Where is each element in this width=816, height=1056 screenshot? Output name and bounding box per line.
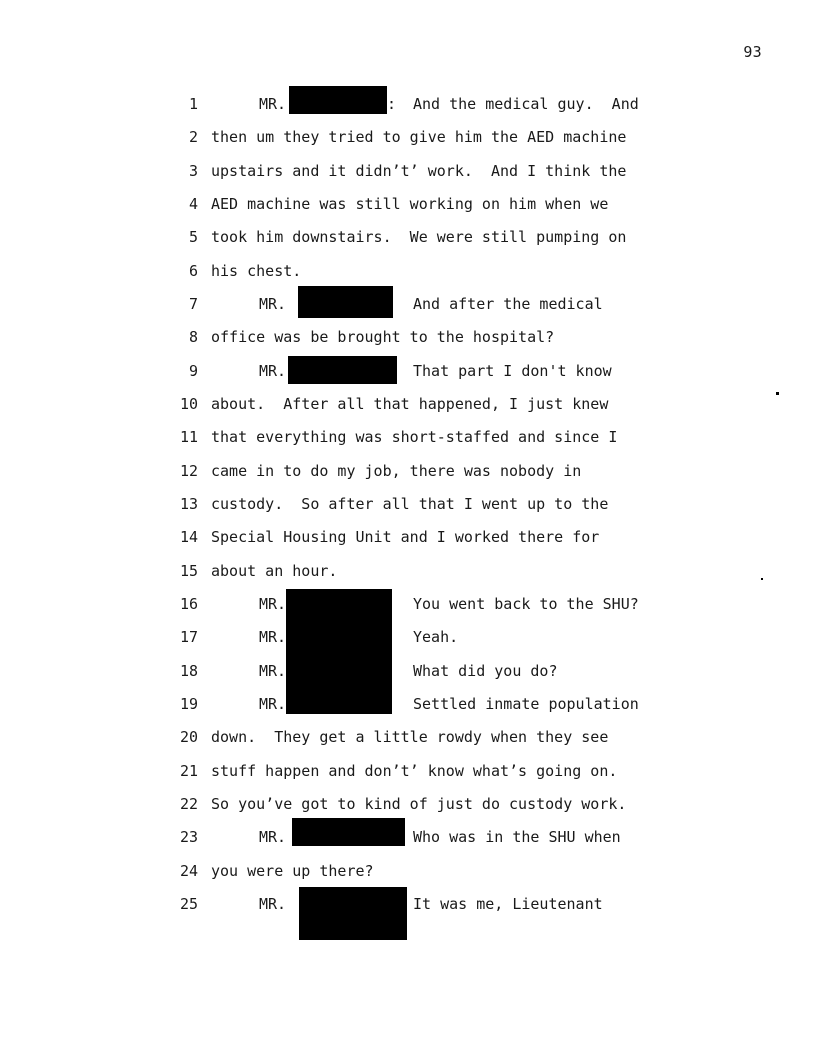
line-text: that everything was short-staffed and since I xyxy=(211,428,618,446)
line-text: Yeah. xyxy=(413,628,459,646)
line-text: Settled inmate population xyxy=(413,695,639,713)
line-text: custody. So after all that I went up to the xyxy=(211,495,609,513)
line-number: 9 xyxy=(188,362,198,380)
line-text: Who was in the SHU when xyxy=(413,828,621,846)
transcript-line xyxy=(0,127,816,160)
transcript-line xyxy=(0,694,816,727)
line-text: took him downstairs. We were still pumping on xyxy=(211,228,627,246)
redaction-box xyxy=(299,887,407,940)
scan-mark xyxy=(776,392,779,395)
line-text: So you’ve got to kind of just do custody work. xyxy=(211,795,627,813)
transcript-line xyxy=(0,94,816,127)
line-text: You went back to the SHU? xyxy=(413,595,639,613)
redaction-box xyxy=(289,86,387,114)
line-number: 3 xyxy=(188,162,198,180)
speaker-label: MR. xyxy=(259,895,287,913)
line-text: AED machine was still working on him when we xyxy=(211,195,609,213)
line-number: 22 xyxy=(179,795,198,813)
line-number: 2 xyxy=(188,128,198,146)
transcript-line xyxy=(0,461,816,494)
page-number: 93 xyxy=(743,43,762,61)
transcript-line xyxy=(0,761,816,794)
speaker-colon: : xyxy=(387,95,397,113)
line-number: 23 xyxy=(179,828,198,846)
line-number: 16 xyxy=(179,595,198,613)
line-text: And the medical guy. And xyxy=(413,95,639,113)
transcript-line xyxy=(0,427,816,460)
transcript-line xyxy=(0,527,816,560)
transcript-line xyxy=(0,261,816,294)
line-number: 1 xyxy=(188,95,198,113)
line-number: 4 xyxy=(188,195,198,213)
line-text: And after the medical xyxy=(413,295,603,313)
line-number: 21 xyxy=(179,762,198,780)
line-text: It was me, Lieutenant xyxy=(413,895,603,913)
scan-mark xyxy=(761,578,763,580)
transcript-line xyxy=(0,194,816,227)
line-number: 11 xyxy=(179,428,198,446)
line-number: 6 xyxy=(188,262,198,280)
line-text: about an hour. xyxy=(211,562,338,580)
line-text: What did you do? xyxy=(413,662,558,680)
transcript-line xyxy=(0,827,816,860)
line-number: 7 xyxy=(188,295,198,313)
line-text: Special Housing Unit and I worked there for xyxy=(211,528,600,546)
line-number: 24 xyxy=(179,862,198,880)
speaker-label: MR. xyxy=(259,828,287,846)
redaction-box xyxy=(286,589,392,714)
line-number: 25 xyxy=(179,895,198,913)
line-number: 13 xyxy=(179,495,198,513)
transcript-line xyxy=(0,894,816,927)
transcript-line xyxy=(0,327,816,360)
transcript-line xyxy=(0,394,816,427)
redaction-box xyxy=(298,286,393,318)
transcript-line xyxy=(0,861,816,894)
line-number: 19 xyxy=(179,695,198,713)
line-number: 20 xyxy=(179,728,198,746)
line-number: 14 xyxy=(179,528,198,546)
line-text: office was be brought to the hospital? xyxy=(211,328,555,346)
transcript-line xyxy=(0,794,816,827)
line-number: 18 xyxy=(179,662,198,680)
speaker-label: MR. xyxy=(259,362,287,380)
speaker-label: MR. xyxy=(259,628,287,646)
line-text: you were up there? xyxy=(211,862,374,880)
speaker-label: MR. xyxy=(259,695,287,713)
transcript-line xyxy=(0,727,816,760)
line-text: came in to do my job, there was nobody in xyxy=(211,462,582,480)
line-text: upstairs and it didn’t’ work. And I think the xyxy=(211,162,627,180)
line-number: 15 xyxy=(179,562,198,580)
transcript-line xyxy=(0,294,816,327)
transcript-line xyxy=(0,661,816,694)
line-text: That part I don't know xyxy=(413,362,612,380)
transcript-line xyxy=(0,161,816,194)
transcript-line xyxy=(0,494,816,527)
line-text: then um they tried to give him the AED machine xyxy=(211,128,627,146)
transcript-line xyxy=(0,561,816,594)
transcript-line xyxy=(0,594,816,627)
line-number: 12 xyxy=(179,462,198,480)
redaction-box xyxy=(288,356,397,384)
speaker-label: MR. xyxy=(259,662,287,680)
speaker-label: MR. xyxy=(259,295,287,313)
transcript-line xyxy=(0,361,816,394)
redaction-box xyxy=(292,818,405,846)
speaker-label: MR. xyxy=(259,95,287,113)
line-number: 10 xyxy=(179,395,198,413)
line-text: stuff happen and don’t’ know what’s going on. xyxy=(211,762,618,780)
transcript-line xyxy=(0,227,816,260)
speaker-label: MR. xyxy=(259,595,287,613)
transcript-line xyxy=(0,627,816,660)
line-text: his chest. xyxy=(211,262,302,280)
line-text: about. After all that happened, I just knew xyxy=(211,395,609,413)
line-number: 17 xyxy=(179,628,198,646)
line-number: 8 xyxy=(188,328,198,346)
line-number: 5 xyxy=(188,228,198,246)
line-text: down. They get a little rowdy when they see xyxy=(211,728,609,746)
